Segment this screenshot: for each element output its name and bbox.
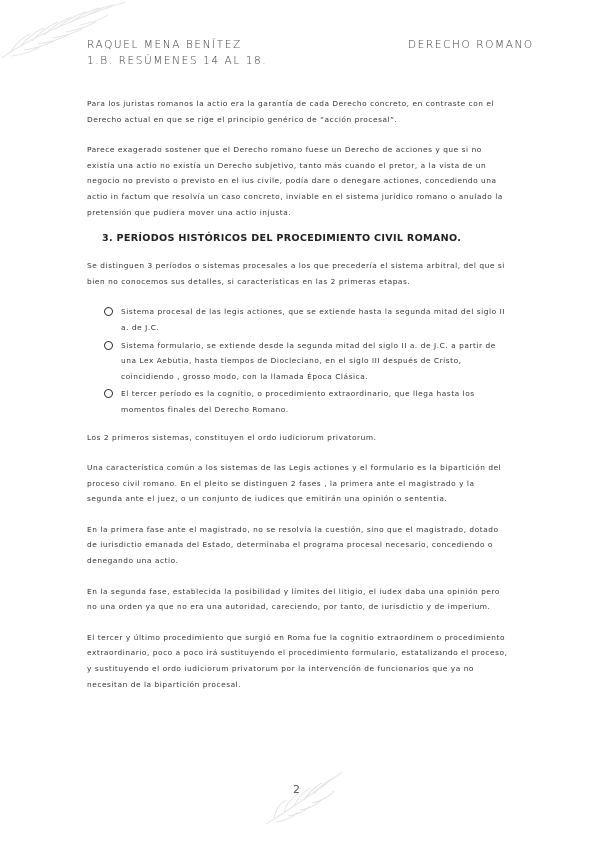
list-item [103,386,509,417]
paragraph: Parece exagerado sostener que el Derecho romano fuese un Derecho de acciones y que si no existía una actio no existía un Derecho subjetivo, tanto más cuando el pretor, a la vista de un negocio no previsto o previsto en el ius civile, podía dare o denegare actiones, concediendo una actio in factum que resolvía un caso concreto, inviable en el sistema jurídico romano o anulado la pretensión que pudiera mover una actio injusta. [87,145,503,217]
feather-icon [262,768,346,826]
paragraph: Para los juristas romanos la actio era la garantía de cada Derecho concreto, en contraste con el Derecho actual en que se rige el principio genérico de “acción procesal”. [87,99,495,124]
list-item-text: Sistema formulario, se extiende desde la segunda mitad del siglo II a. de J.C. a partir de una Lex Aebutia, hasta tiempos de Diocleciano, en el siglo III después de Cristo, coincidiendo , grosso modo, con la llamada Época Clásica. [121,340,496,381]
feather-icon [0,0,130,60]
paragraph: En la primera fase ante el magistrado, no se resolvía la cuestión, sino que el magistrado, dotado de iurisdictio emanada del Estado, determinaba el programa procesal necesario, concediendo o denegando una actio. [87,524,499,566]
list-item-text: Sistema procesal de las legis actiones, que se extiende hasta la segunda mitad del siglo II a. de J.C. [121,307,506,332]
paragraph: Una característica común a los sistemas de las Legis actiones y el formulario es la bipartición del proceso civil romano. En el pleito se distinguen 2 fases , la primera ante el magistrado y la segunda ante el juez, o un conjunto de iudices que emitirán una opinión o sententia. [87,463,502,504]
list-item [103,304,509,335]
section-heading: 3. PERÍODOS HISTÓRICOS DEL PROCEDIMIENTO CIVIL ROMANO. [102,233,462,245]
circle-bullet-icon [104,307,113,316]
document-subtitle: 1.B. RESÚMENES 14 AL 18. [87,55,268,67]
paragraph: En la segunda fase, establecida la posibilidad y límites del litigio, el iudex daba una opinión pero no una orden ya que no era una autoridad, careciendo, por tanto, de iurisdictio y de imperium. [87,586,500,612]
circle-bullet-icon [104,389,113,398]
author-name: RAQUEL MENA BENÍTEZ [87,39,242,51]
document-body [87,96,509,692]
list-item [103,338,509,385]
period-list [87,304,509,417]
paragraph: Los 2 primeros sistemas, constituyen el ordo iudiciorum privatorum. [87,432,377,442]
subject-title: DERECHO ROMANO [408,39,534,51]
list-item-text: El tercer período es la cognitio, o procedimiento extraordinario, que llega hasta los momentos finales del Derecho Romano. [121,389,475,414]
paragraph: Se distinguen 3 períodos o sistemas procesales a los que precedería el sistema arbitral, del que si bien no conocemos sus detalles, si características en las 2 primeras etapas. [87,261,505,286]
page-number: 2 [293,783,300,796]
paragraph: El tercer y último procedimiento que surgió en Roma fue la cognitio extraordinem o procedimiento extraordinario, poco a poco irá sustituyendo el procedimiento formulario, estatalizando el proceso, y sustituyendo el ordo iudiciorum privatorum por la intervención de funcionarios que ya no necesitan de la bipartición procesal. [87,632,508,689]
circle-bullet-icon [104,341,113,350]
